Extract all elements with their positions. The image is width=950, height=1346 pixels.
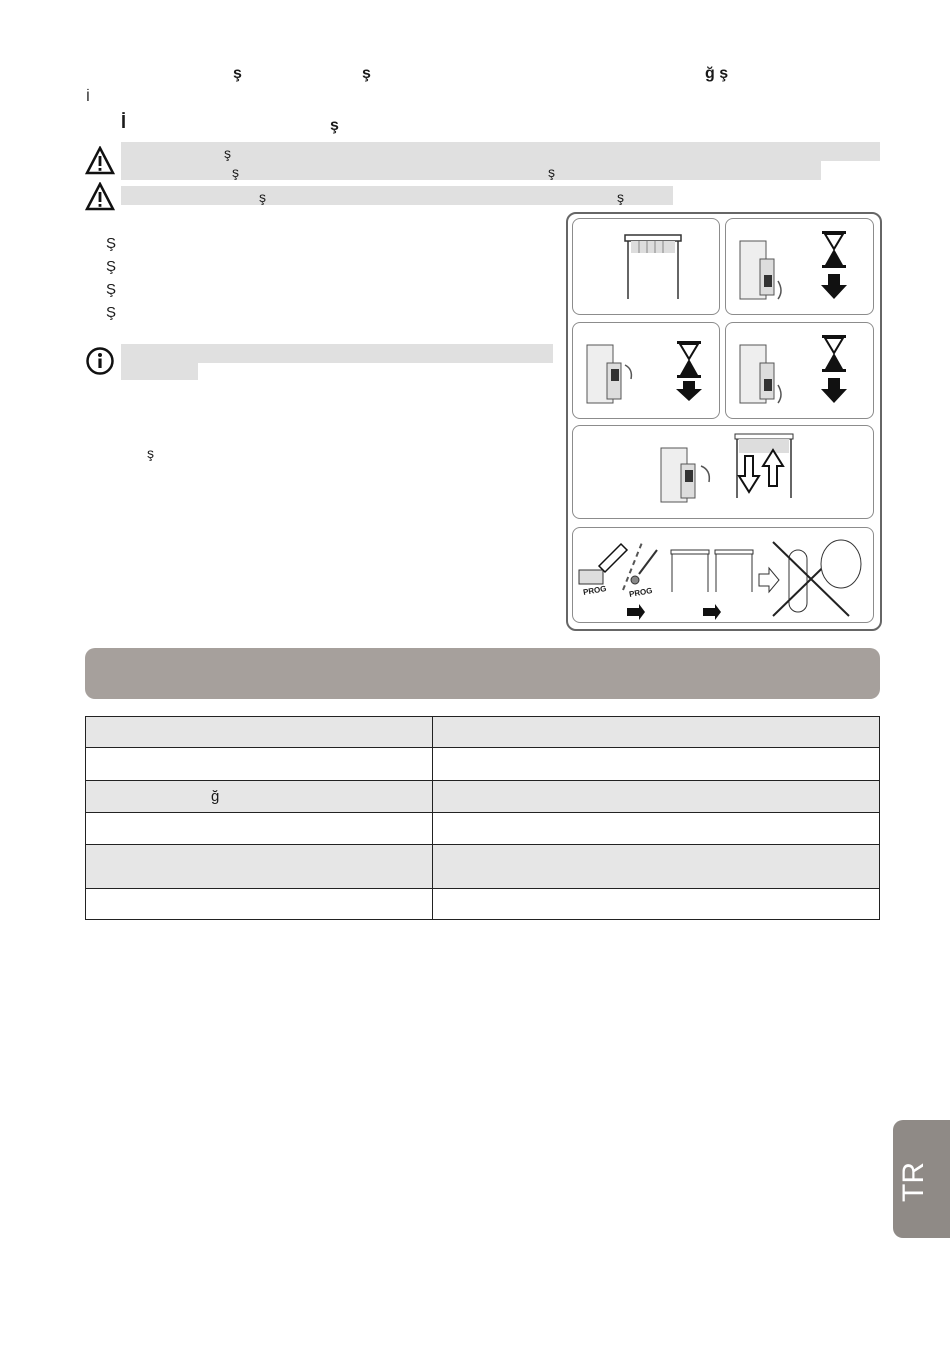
table-cell bbox=[433, 717, 880, 748]
figure-cell-4 bbox=[725, 322, 874, 419]
arrow-down-icon bbox=[739, 456, 759, 492]
warning1-char-1: ş bbox=[224, 145, 231, 161]
spec-table bbox=[85, 716, 880, 920]
arrow-right-icon bbox=[627, 604, 645, 620]
table-cell bbox=[86, 845, 433, 889]
arrow-down-icon bbox=[676, 381, 702, 401]
table-cell bbox=[433, 813, 880, 845]
warning-text-line2 bbox=[121, 161, 821, 180]
wall-transmitter-icon bbox=[821, 540, 861, 588]
hourglass-icon bbox=[677, 341, 701, 378]
table-row bbox=[86, 717, 880, 748]
table-cell bbox=[86, 889, 433, 920]
step-list bbox=[106, 232, 116, 324]
arrow-right-icon bbox=[703, 604, 721, 620]
prog-label: PROG bbox=[628, 586, 654, 599]
pen-icon bbox=[639, 550, 657, 574]
heading-char-3: ğ ş bbox=[705, 65, 729, 82]
warning-icon bbox=[85, 182, 115, 212]
heading-char-1: ş bbox=[233, 65, 242, 82]
motor-head-icon bbox=[579, 570, 603, 584]
table-cell bbox=[86, 813, 433, 845]
figure-cell-1 bbox=[572, 218, 720, 315]
table-row bbox=[86, 845, 880, 889]
subheading-char-1: İ bbox=[121, 112, 127, 132]
breaker-icon bbox=[573, 323, 719, 418]
breaker-icon bbox=[573, 426, 873, 518]
language-tab-label: TR bbox=[897, 1162, 930, 1202]
table-row bbox=[86, 781, 880, 813]
table-cell bbox=[433, 845, 880, 889]
table-row bbox=[86, 813, 880, 845]
warning2-char-2: ş bbox=[617, 189, 624, 205]
hourglass-icon bbox=[822, 335, 846, 372]
figure-cell-2 bbox=[725, 218, 874, 315]
warning-icon bbox=[85, 146, 115, 176]
warning-text-line1 bbox=[121, 142, 880, 161]
table-cell bbox=[86, 717, 433, 748]
arrow-right-icon bbox=[759, 568, 779, 592]
press-arrow-icon bbox=[599, 544, 627, 572]
table-cell bbox=[433, 889, 880, 920]
breaker-icon bbox=[726, 323, 873, 418]
warning1-char-3: ş bbox=[548, 164, 555, 180]
table-row bbox=[86, 748, 880, 781]
body-char: ş bbox=[147, 445, 154, 461]
list-item: Ş bbox=[106, 304, 117, 321]
table-cell: ğ bbox=[86, 781, 433, 813]
warning2-char-1: ş bbox=[259, 189, 266, 205]
list-item: Ş bbox=[106, 258, 117, 275]
list-item: Ş bbox=[106, 235, 117, 252]
info-text-line1 bbox=[121, 344, 553, 363]
table-row bbox=[86, 889, 880, 920]
table-cell bbox=[86, 748, 433, 781]
heading-char-2: ş bbox=[362, 65, 371, 82]
heading-line2-char: İ bbox=[86, 88, 90, 104]
prog-illustration bbox=[573, 528, 873, 622]
section-header-bar bbox=[85, 648, 880, 699]
subheading-char-2: ş bbox=[330, 117, 339, 134]
list-item: Ş bbox=[106, 281, 117, 298]
figure-cell-5 bbox=[572, 425, 874, 519]
curtain-icon bbox=[573, 219, 719, 314]
arrow-down-icon bbox=[821, 378, 847, 403]
hourglass-icon bbox=[822, 231, 846, 268]
arrow-down-icon bbox=[821, 274, 847, 299]
figure-cell-3 bbox=[572, 322, 720, 419]
info-icon bbox=[85, 346, 115, 376]
arrow-up-icon bbox=[763, 450, 783, 486]
language-tab bbox=[893, 1120, 950, 1238]
table-cell bbox=[433, 781, 880, 813]
warning1-char-2: ş bbox=[232, 164, 239, 180]
prog-label: PROG bbox=[582, 584, 608, 597]
warning2-text bbox=[121, 186, 673, 205]
breaker-icon bbox=[726, 219, 873, 314]
figure-cell-6 bbox=[572, 527, 874, 623]
info-text-line2 bbox=[121, 363, 198, 380]
table-cell bbox=[433, 748, 880, 781]
